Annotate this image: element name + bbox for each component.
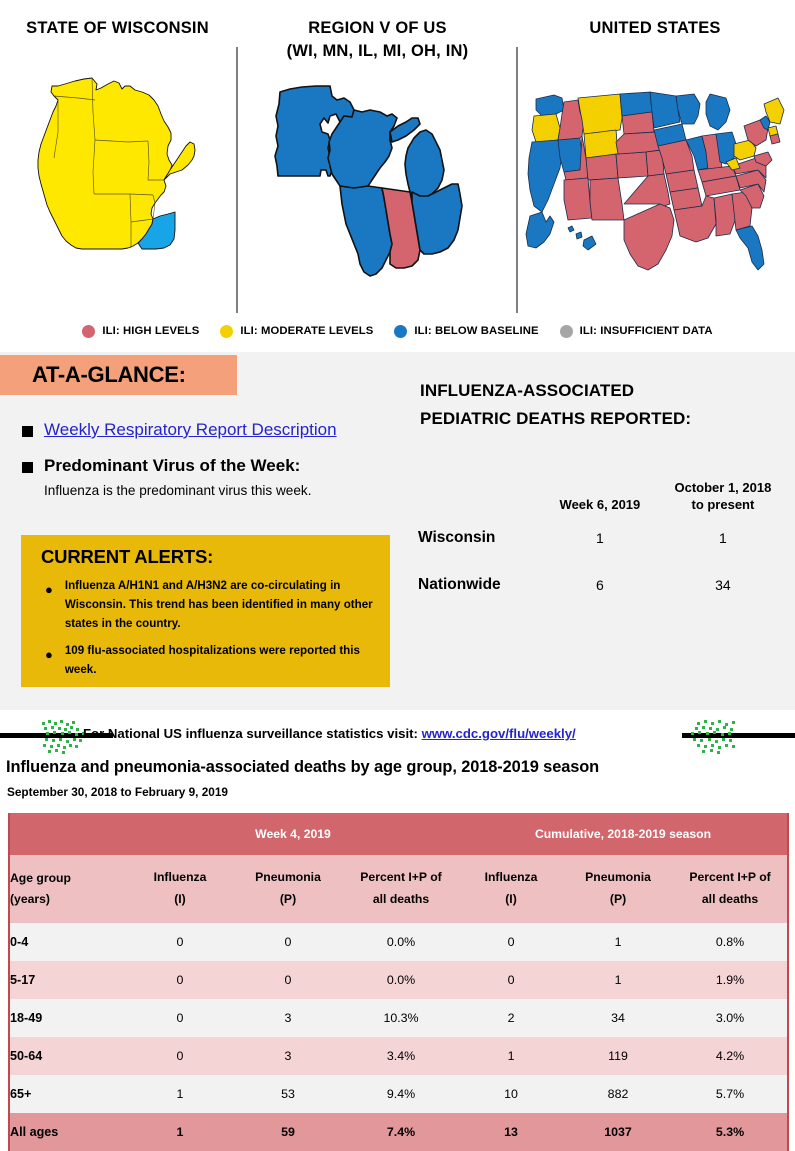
legend-dot-icon-below-baseline xyxy=(394,325,407,338)
cell-week-influenza: 0 xyxy=(127,961,233,999)
cell-cum-pneumonia: 1037 xyxy=(563,1113,673,1151)
table-row xyxy=(9,1037,788,1075)
column-header-cum-pneumonia-line2: (P) xyxy=(609,892,627,906)
weekly-respiratory-report-link[interactable]: Weekly Respiratory Report Description xyxy=(44,420,337,439)
green-sparkle-decoration-icon xyxy=(677,718,795,754)
bullet-dot-icon: ● xyxy=(45,647,53,663)
pediatric-week-value: 1 xyxy=(596,529,604,546)
legend-label-high: ILI: HIGH LEVELS xyxy=(102,325,200,337)
cell-cum-percent: 1.9% xyxy=(673,961,788,999)
cell-week-pneumonia: 3 xyxy=(233,1037,343,1075)
cell-week-influenza: 1 xyxy=(127,1113,233,1151)
legend-dot-icon-high xyxy=(82,325,95,338)
column-header-week-percent-line1: Percent I+P of xyxy=(360,870,442,885)
cell-week-percent: 9.4% xyxy=(343,1075,459,1113)
square-bullet-icon xyxy=(22,426,33,437)
pediatric-header-cumulative-line1: October 1, 2018 xyxy=(674,479,772,495)
cell-week-pneumonia: 0 xyxy=(233,923,343,961)
legend-label-insufficient: ILI: INSUFFICIENT DATA xyxy=(579,325,713,337)
predominant-virus-text: Influenza is the predominant virus this week. xyxy=(44,483,312,498)
column-header-week-percent-line2: all deaths xyxy=(372,892,430,906)
map-title-united-states: UNITED STATES xyxy=(589,19,721,37)
cell-week-influenza: 0 xyxy=(127,923,233,961)
cell-week-influenza: 0 xyxy=(127,1037,233,1075)
column-header-age-group-line1: Age group xyxy=(10,870,71,885)
column-header-week-pneumonia-line2: (P) xyxy=(279,892,297,906)
column-header-week-percent xyxy=(343,855,459,923)
table-row xyxy=(9,961,788,999)
column-header-week-pneumonia-line1: Pneumonia xyxy=(255,870,321,885)
column-header-week-influenza-line1: Influenza xyxy=(153,870,207,885)
table-row xyxy=(418,561,790,608)
cell-cum-influenza: 0 xyxy=(459,961,563,999)
legend-item-high xyxy=(82,325,199,338)
cell-week-percent: 10.3% xyxy=(343,999,459,1037)
column-header-cum-percent xyxy=(673,855,788,923)
predominant-virus-heading: Predominant Virus of the Week: xyxy=(44,456,301,475)
cell-cum-pneumonia: 1 xyxy=(563,923,673,961)
cell-age-group: 5-17 xyxy=(9,961,127,999)
table-row xyxy=(9,923,788,961)
cdc-link-bar xyxy=(0,718,795,754)
alert-text: 109 flu-associated hospitalizations were reported this week. xyxy=(64,644,360,677)
table-row xyxy=(418,514,790,561)
at-a-glance-title: AT-A-GLANCE: xyxy=(32,362,186,387)
alert-item xyxy=(21,633,390,680)
pediatric-cumulative-value: 34 xyxy=(715,576,731,593)
alert-text: Influenza A/H1N1 and A/H3N2 are co-circulating in Wisconsin. This trend has been identified in many other states in the country. xyxy=(64,579,373,630)
cell-week-percent: 0.0% xyxy=(343,961,459,999)
pediatric-header-cumulative-line2: to present xyxy=(691,497,755,513)
legend-item-insufficient xyxy=(560,325,713,338)
legend-label-below-baseline: ILI: BELOW BASELINE xyxy=(414,325,539,337)
alert-item xyxy=(21,568,390,633)
column-header-week-influenza xyxy=(127,855,233,923)
column-header-cum-influenza xyxy=(459,855,563,923)
cell-age-group: 18-49 xyxy=(9,999,127,1037)
map-divider-2 xyxy=(516,47,518,313)
pediatric-header-blank xyxy=(418,466,544,514)
table-row xyxy=(9,999,788,1037)
cell-cum-influenza: 1 xyxy=(459,1037,563,1075)
cell-week-pneumonia: 53 xyxy=(233,1075,343,1113)
cell-week-percent: 7.4% xyxy=(343,1113,459,1151)
cell-week-percent: 0.0% xyxy=(343,923,459,961)
table-column-header-row xyxy=(9,855,788,923)
cell-cum-pneumonia: 119 xyxy=(563,1037,673,1075)
pediatric-week-value: 6 xyxy=(596,576,604,593)
cell-cum-pneumonia: 1 xyxy=(563,961,673,999)
cell-week-percent: 3.4% xyxy=(343,1037,459,1075)
cell-cum-influenza: 10 xyxy=(459,1075,563,1113)
surveillance-map-panel xyxy=(0,0,795,352)
cell-cum-percent: 5.7% xyxy=(673,1075,788,1113)
pediatric-cumulative-value: 1 xyxy=(719,529,727,546)
legend-dot-icon-moderate xyxy=(220,325,233,338)
cell-week-influenza: 0 xyxy=(127,999,233,1037)
pediatric-header-week: Week 6, 2019 xyxy=(559,497,641,513)
column-header-cum-pneumonia-line1: Pneumonia xyxy=(585,870,651,885)
table-header-row xyxy=(418,466,790,514)
deaths-table-subheading: September 30, 2018 to February 9, 2019 xyxy=(7,785,228,799)
table-row-total xyxy=(9,1113,788,1151)
legend-item-moderate xyxy=(220,325,373,338)
map-title-region-v-line2: (WI, MN, IL, MI, OH, IN) xyxy=(286,42,469,61)
current-alerts-box xyxy=(21,535,390,687)
map-title-region-v xyxy=(240,17,515,64)
group-header-week: Week 4, 2019 xyxy=(127,813,459,855)
column-header-age-group xyxy=(9,855,127,923)
legend-item-below-baseline xyxy=(394,325,538,338)
map-title-wisconsin: STATE OF WISCONSIN xyxy=(26,19,209,37)
cell-week-pneumonia: 0 xyxy=(233,961,343,999)
column-header-week-influenza-line2: (I) xyxy=(174,892,186,906)
map-divider-1 xyxy=(236,47,238,313)
cell-cum-percent: 4.2% xyxy=(673,1037,788,1075)
deaths-by-age-group-table xyxy=(8,813,789,1151)
table-group-header-row xyxy=(9,813,788,855)
cell-cum-influenza: 0 xyxy=(459,923,563,961)
cell-week-influenza: 1 xyxy=(127,1075,233,1113)
cell-cum-pneumonia: 882 xyxy=(563,1075,673,1113)
at-a-glance-panel xyxy=(0,352,795,710)
united-states-map xyxy=(520,78,788,286)
ili-legend xyxy=(0,318,795,344)
column-header-week-pneumonia xyxy=(233,855,343,923)
pediatric-deaths-title-line1: INFLUENZA-ASSOCIATED xyxy=(420,381,635,400)
legend-dot-icon-insufficient xyxy=(560,325,573,338)
cell-cum-pneumonia: 34 xyxy=(563,999,673,1037)
column-header-cum-percent-line2: all deaths xyxy=(701,892,759,906)
at-a-glance-banner xyxy=(0,355,237,395)
cell-cum-percent: 3.0% xyxy=(673,999,788,1037)
cdc-surveillance-text xyxy=(83,726,576,741)
pediatric-row-label: Wisconsin xyxy=(418,528,496,546)
table-row xyxy=(9,1075,788,1113)
cell-week-pneumonia: 59 xyxy=(233,1113,343,1151)
column-header-cum-percent-line1: Percent I+P of xyxy=(689,870,771,885)
bullet-dot-icon: ● xyxy=(45,582,53,597)
cdc-text-prefix: For National US influenza surveillance statistics visit: xyxy=(83,726,422,741)
cell-week-pneumonia: 3 xyxy=(233,999,343,1037)
pediatric-deaths-title xyxy=(420,377,790,432)
cell-age-group: 65+ xyxy=(9,1075,127,1113)
cell-cum-influenza: 13 xyxy=(459,1113,563,1151)
cell-age-group: 0-4 xyxy=(9,923,127,961)
pediatric-row-label: Nationwide xyxy=(418,575,501,593)
map-title-region-v-line1: REGION V OF US xyxy=(308,19,447,37)
cell-age-group: All ages xyxy=(9,1113,127,1151)
current-alerts-title: CURRENT ALERTS: xyxy=(41,546,214,567)
region-v-map xyxy=(272,70,502,300)
cell-cum-percent: 0.8% xyxy=(673,923,788,961)
column-header-cum-influenza-line1: Influenza xyxy=(484,870,538,885)
cell-cum-influenza: 2 xyxy=(459,999,563,1037)
group-header-cumulative: Cumulative, 2018-2019 season xyxy=(459,813,788,855)
cdc-weekly-link[interactable]: www.cdc.gov/flu/weekly/ xyxy=(421,726,576,741)
column-header-age-group-line2: (years) xyxy=(10,892,50,906)
cell-cum-percent: 5.3% xyxy=(673,1113,788,1151)
glance-bullet-predominant-virus xyxy=(22,456,300,476)
wisconsin-map xyxy=(18,62,230,300)
cell-age-group: 50-64 xyxy=(9,1037,127,1075)
pediatric-deaths-title-line2: PEDIATRIC DEATHS REPORTED: xyxy=(420,408,692,428)
square-bullet-icon xyxy=(22,462,33,473)
glance-bullet-report-link xyxy=(22,420,337,440)
column-header-cum-influenza-line2: (I) xyxy=(505,892,517,906)
column-header-cum-pneumonia xyxy=(563,855,673,923)
pediatric-deaths-table xyxy=(418,466,790,608)
group-header-blank xyxy=(9,813,127,855)
legend-label-moderate: ILI: MODERATE LEVELS xyxy=(240,325,374,337)
deaths-table-heading: Influenza and pneumonia-associated deaths by age group, 2018-2019 season xyxy=(6,758,600,776)
pediatric-header-cumulative xyxy=(656,466,790,514)
